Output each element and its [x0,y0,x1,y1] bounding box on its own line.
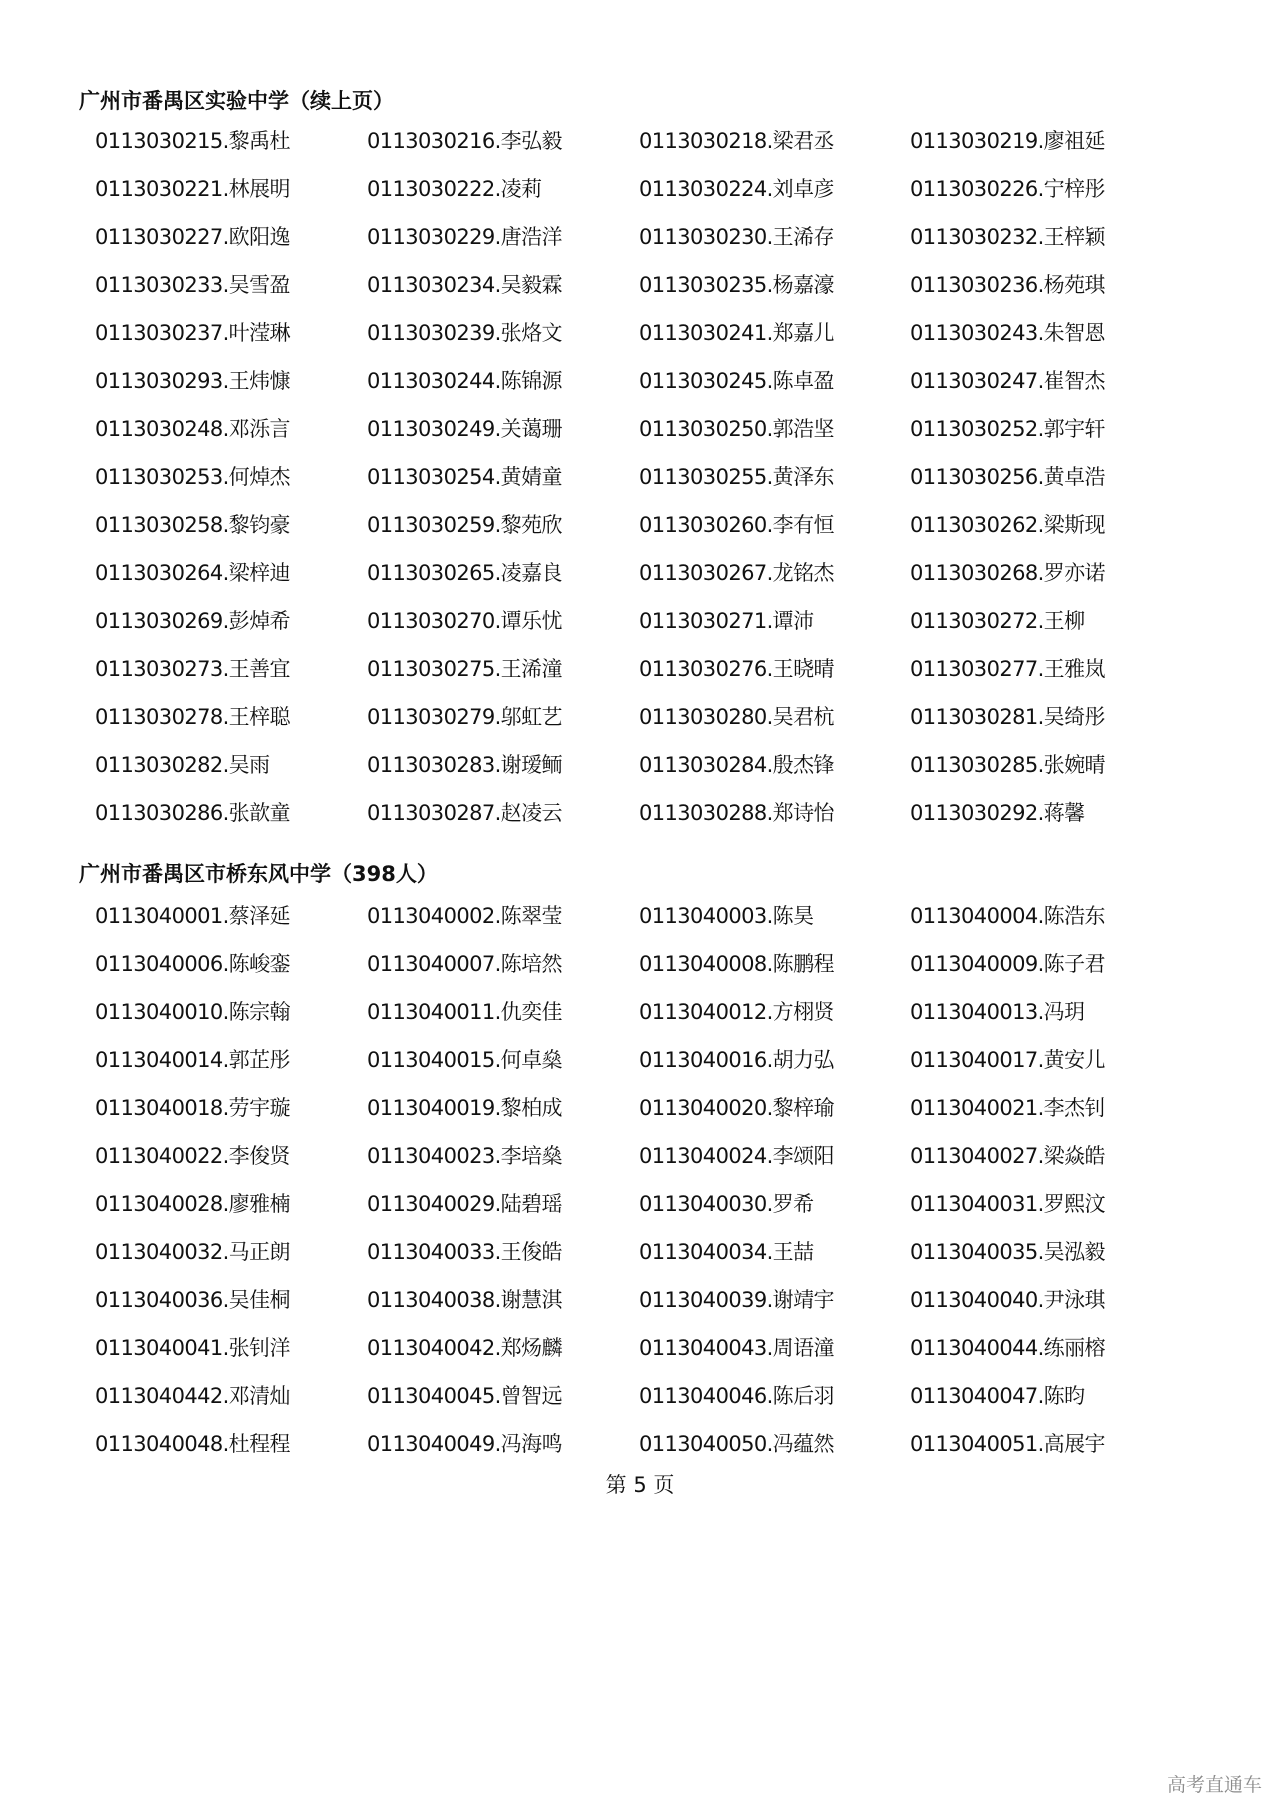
list-item: 0113030253.何焯杰 [95,465,290,489]
list-item: 0113030287.赵凌云 [367,801,562,825]
list-item: 0113040051.高展宇 [910,1432,1105,1456]
list-item: 0113040043.周语潼 [639,1336,834,1360]
list-item: 0113030233.吴雪盈 [95,273,290,297]
list-item: 0113040014.郭芷彤 [95,1048,290,1072]
list-item: 0113030244.陈锦源 [367,369,562,393]
list-item: 0113030224.刘卓彦 [639,177,834,201]
section-heading-2: 广州市番禺区市桥东风中学（398人） [79,862,438,886]
list-item: 0113040029.陆碧瑶 [367,1192,562,1216]
watermark: 高考直通车 [1166,1774,1262,1796]
list-item: 0113030254.黄婧童 [367,465,562,489]
list-item: 0113030275.王浠潼 [367,657,562,681]
list-item: 0113030245.陈卓盈 [639,369,834,393]
list-item: 0113030234.吴毅霖 [367,273,562,297]
list-item: 0113030268.罗亦诺 [910,561,1105,585]
list-item: 0113040030.罗希 [639,1192,814,1216]
list-item: 0113030249.关蔼珊 [367,417,562,441]
list-item: 0113040042.郑炀麟 [367,1336,562,1360]
list-item: 0113030267.龙铭杰 [639,561,834,585]
list-item: 0113040004.陈浩东 [910,904,1105,928]
list-item: 0113040006.陈峻銮 [95,952,290,976]
list-item: 0113040442.邓清灿 [95,1384,290,1408]
list-item: 0113040010.陈宗翰 [95,1000,290,1024]
list-item: 0113030270.谭乐忧 [367,609,562,633]
list-item: 0113030269.彭焯希 [95,609,290,633]
list-item: 0113030230.王浠存 [639,225,834,249]
list-item: 0113040016.胡力弘 [639,1048,834,1072]
list-item: 0113040027.梁焱皓 [910,1144,1105,1168]
list-item: 0113030247.崔智杰 [910,369,1105,393]
list-item: 0113040036.吴佳桐 [95,1288,290,1312]
list-item: 0113030252.郭宇轩 [910,417,1105,441]
list-item: 0113030285.张婉晴 [910,753,1105,777]
list-item: 0113030239.张烙文 [367,321,562,345]
list-item: 0113030255.黄泽东 [639,465,834,489]
list-item: 0113030241.郑嘉儿 [639,321,834,345]
list-item: 0113030277.王雅岚 [910,657,1105,681]
list-item: 0113030276.王晓晴 [639,657,834,681]
list-item: 0113030293.王炜慷 [95,369,290,393]
list-item: 0113040032.马正朗 [95,1240,290,1264]
list-item: 0113040031.罗熙汶 [910,1192,1105,1216]
list-item: 0113030226.宁梓彤 [910,177,1105,201]
list-item: 0113030222.凌莉 [367,177,542,201]
list-item: 0113040009.陈子君 [910,952,1105,976]
list-item: 0113030286.张歆童 [95,801,290,825]
list-item: 0113030221.林展明 [95,177,290,201]
list-item: 0113030232.王梓颖 [910,225,1105,249]
list-item: 0113030271.谭沛 [639,609,814,633]
list-item: 0113030288.郑诗怡 [639,801,834,825]
list-item: 0113040001.蔡泽延 [95,904,290,928]
student-list-1 [95,117,1215,837]
list-item: 0113040015.何卓燊 [367,1048,562,1072]
list-item: 0113040049.冯海鸣 [367,1432,562,1456]
list-item: 0113040020.黎梓瑜 [639,1096,834,1120]
list-item: 0113030279.邬虹艺 [367,705,562,729]
list-item: 0113040034.王喆 [639,1240,814,1264]
list-item: 0113040047.陈昀 [910,1384,1085,1408]
list-item: 0113040007.陈培然 [367,952,562,976]
list-item: 0113040021.李杰钊 [910,1096,1105,1120]
list-item: 0113040045.曾智远 [367,1384,562,1408]
page-number: 第 5 页 [605,1473,675,1497]
list-item: 0113040035.吴泓毅 [910,1240,1105,1264]
list-item: 0113040028.廖雅楠 [95,1192,290,1216]
student-list-2 [95,892,1215,1468]
list-item: 0113040018.劳宇璇 [95,1096,290,1120]
list-item: 0113030216.李弘毅 [367,129,562,153]
list-item: 0113040008.陈鹏程 [639,952,834,976]
list-item: 0113030218.梁君丞 [639,129,834,153]
list-item: 0113040019.黎柏成 [367,1096,562,1120]
list-item: 0113030283.谢瑷鲕 [367,753,562,777]
list-item: 0113030227.欧阳逸 [95,225,290,249]
list-item: 0113030292.蒋馨 [910,801,1085,825]
list-item: 0113030262.梁斯现 [910,513,1105,537]
list-item: 0113030236.杨苑琪 [910,273,1105,297]
list-item: 0113030264.梁梓迪 [95,561,290,585]
list-item: 0113040040.尹泳琪 [910,1288,1105,1312]
list-item: 0113040039.谢靖宇 [639,1288,834,1312]
list-item: 0113040038.谢慧淇 [367,1288,562,1312]
list-item: 0113030256.黄卓浩 [910,465,1105,489]
list-item: 0113040003.陈昊 [639,904,814,928]
list-item: 0113040024.李颂阳 [639,1144,834,1168]
list-item: 0113030282.吴雨 [95,753,270,777]
list-item: 0113030229.唐浩洋 [367,225,562,249]
list-item: 0113040002.陈翠莹 [367,904,562,928]
list-item: 0113030235.杨嘉濠 [639,273,834,297]
list-item: 0113030258.黎钧豪 [95,513,290,537]
list-item: 0113040017.黄安儿 [910,1048,1105,1072]
list-item: 0113030260.李有恒 [639,513,834,537]
list-item: 0113030278.王梓聪 [95,705,290,729]
list-item: 0113040022.李俊贤 [95,1144,290,1168]
list-item: 0113030259.黎苑欣 [367,513,562,537]
list-item: 0113030284.殷杰锋 [639,753,834,777]
list-item: 0113040012.方栩贤 [639,1000,834,1024]
list-item: 0113030237.叶滢琳 [95,321,290,345]
list-item: 0113030265.凌嘉良 [367,561,562,585]
list-item: 0113030272.王柳 [910,609,1085,633]
list-item: 0113030273.王善宜 [95,657,290,681]
list-item: 0113040011.仇奕佳 [367,1000,562,1024]
list-item: 0113030250.郭浩坚 [639,417,834,441]
list-item: 0113040046.陈后羽 [639,1384,834,1408]
list-item: 0113040013.冯玥 [910,1000,1085,1024]
list-item: 0113030215.黎禹杜 [95,129,290,153]
list-item: 0113030219.廖祖延 [910,129,1105,153]
list-item: 0113040050.冯蕴然 [639,1432,834,1456]
list-item: 0113030243.朱智恩 [910,321,1105,345]
list-item: 0113040041.张钊洋 [95,1336,290,1360]
list-item: 0113030280.吴君杭 [639,705,834,729]
list-item: 0113030281.吴绮彤 [910,705,1105,729]
list-item: 0113040033.王俊皓 [367,1240,562,1264]
list-item: 0113040023.李培燊 [367,1144,562,1168]
list-item: 0113030248.邓泺言 [95,417,290,441]
list-item: 0113040048.杜程程 [95,1432,290,1456]
list-item: 0113040044.练丽榕 [910,1336,1105,1360]
section-heading-1: 广州市番禺区实验中学（续上页） [79,89,394,113]
